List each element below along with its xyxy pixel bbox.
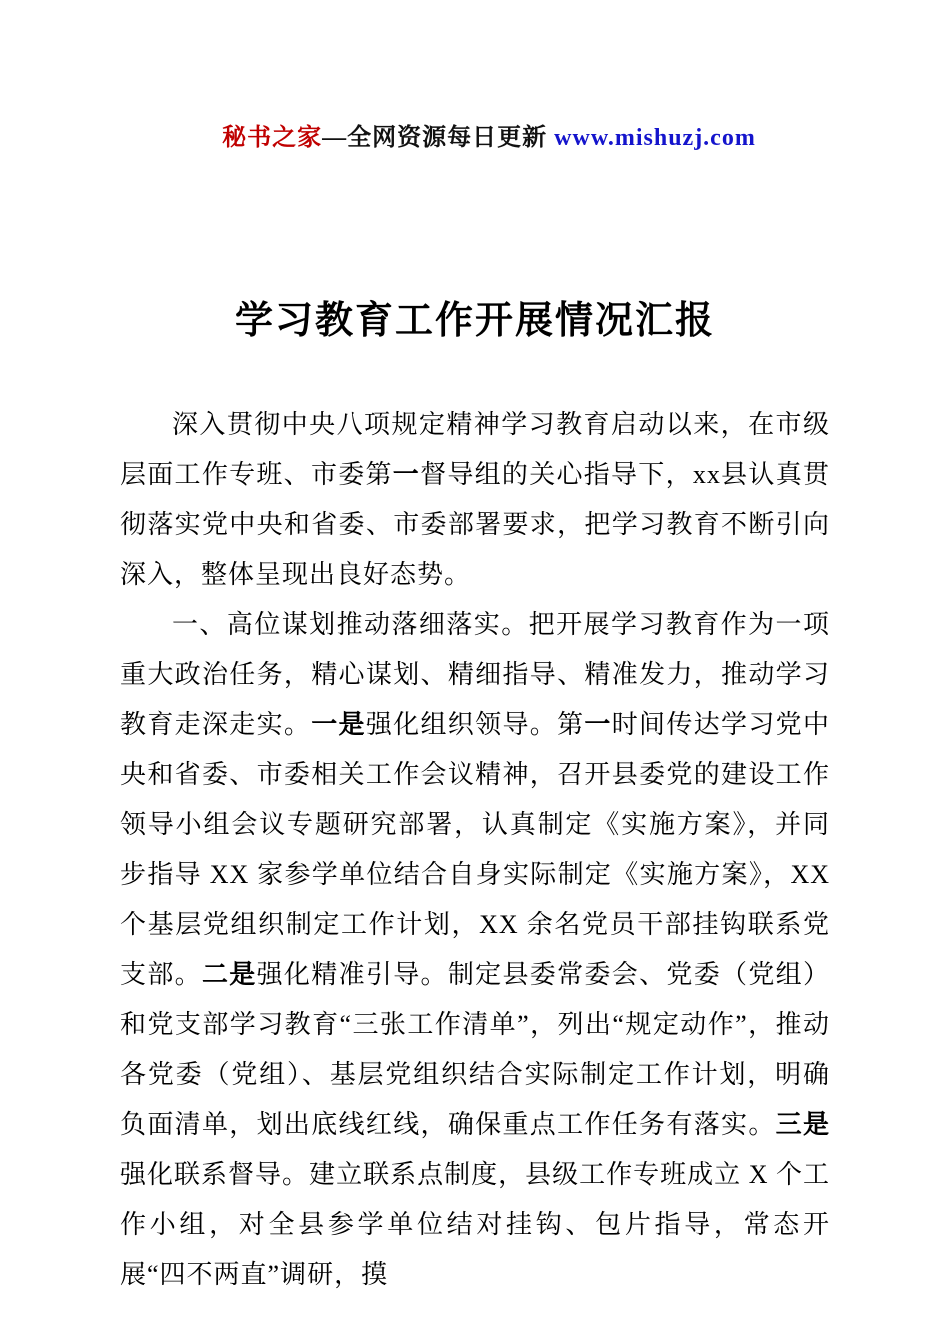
text-run: 时间传达学习党中央和省委、市委相关工作会议精神，召开县委党的建设工作领导小组会议专题研究部署，认真制定《实施方案》，并同步指导 XX 家参学单位结合自身实际制定《实施方案》，XX 个基层党组织制定工作计划，XX 余名党员干部挂钩联系党支部。: [120, 710, 830, 989]
text-run: 强化精准引导。制定县委常委会、党委（党组）和党支部学习教育“三张工作清单”，列出“规定动作”，推动各党委（党组）、基层党组织结合实际制定工作计划，明确负面清单，划出底线红线，确保重点工作任务有落实。: [120, 960, 830, 1139]
site-url-link[interactable]: www.mishuzj.com: [554, 125, 756, 151]
text-run: 深入贯彻中央八项规定精神学习教育启动以来，在市级层面工作专班、市委第: [120, 410, 830, 489]
header-tagline: —全网资源每日更新: [322, 125, 555, 151]
paragraph: [120, 400, 830, 600]
text-run: 强化联系督导。建立联系点制度，县级工作专班成立 X 个工作小组，对全县参学单位结对挂钩、包片指导，常态开展“四不两直”调研，摸: [120, 1160, 830, 1289]
paragraph: [120, 600, 830, 1300]
emphasis-text-run: 三是: [775, 1110, 830, 1139]
site-header: [0, 90, 950, 179]
emphasis-text-run: 一是: [311, 710, 366, 739]
text-run: 督导组的关心指导下，xx县认真贯彻落实党中央和省委、市委部署要求，把学习教育不断引向深入，整体呈现出良好态势。: [120, 460, 830, 589]
text-run: 一、高位谋划推动落细落实。把开展学习教育作为一项重大政治任务，精心谋划、精细指导、精准发力，推动学习教育走深走实。: [120, 610, 830, 739]
emphasis-text-run: 二是: [201, 960, 257, 989]
emphasis-text-run: 一: [392, 460, 421, 489]
document-body: [120, 400, 830, 1300]
site-brand: 秘书之家: [222, 125, 323, 151]
document-title: 学习教育工作开展情况汇报: [234, 300, 715, 342]
emphasis-text-run: 一: [584, 710, 612, 739]
text-run: 强化组织领导。第: [365, 710, 585, 739]
